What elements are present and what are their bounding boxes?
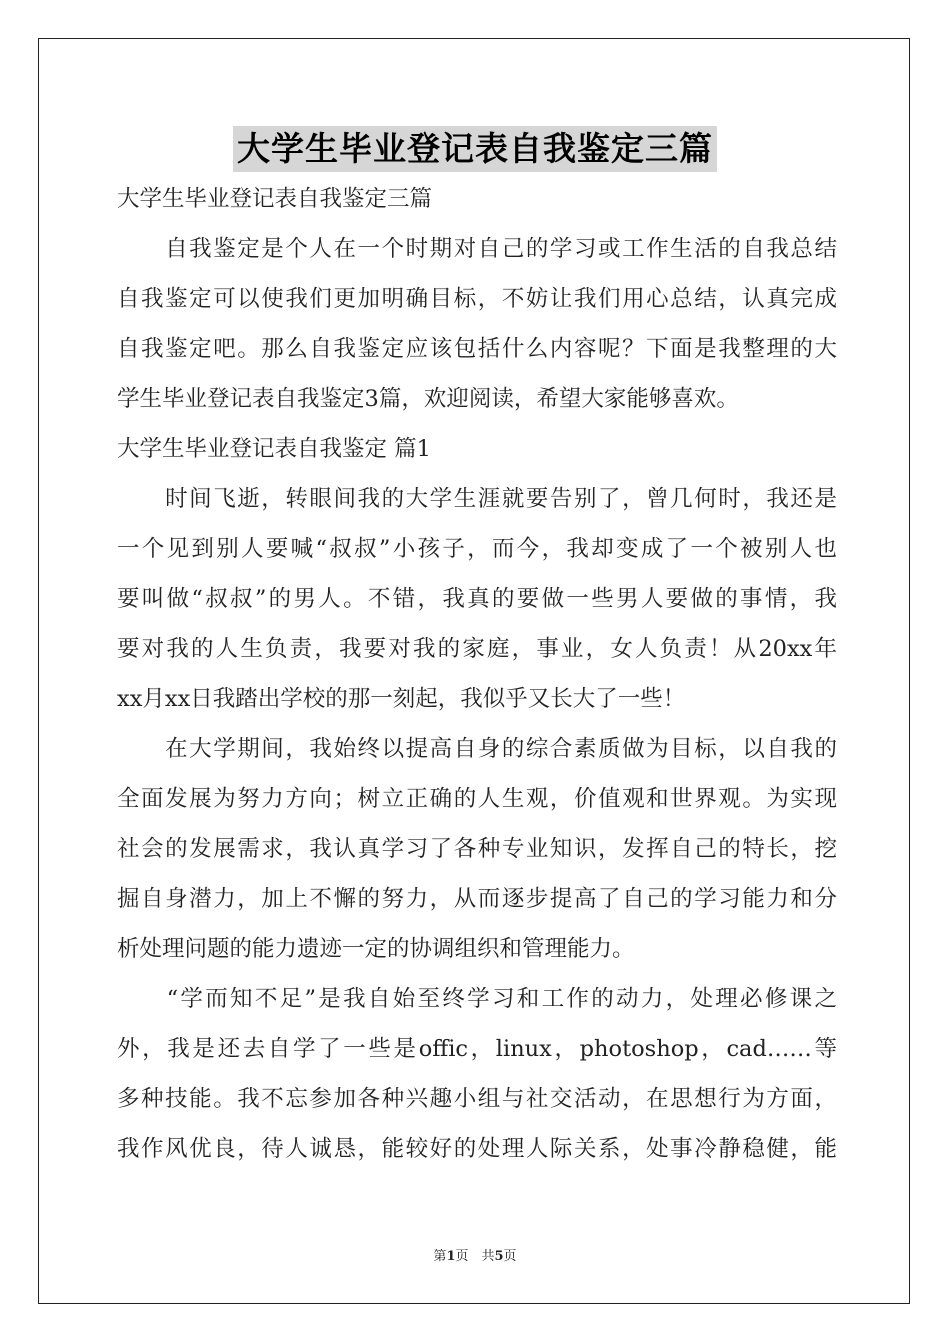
paragraph-line: 在大学期间，我始终以提高自身的综合素质做为目标，以自我的	[117, 736, 837, 762]
subtitle-line: 大学生毕业登记表自我鉴定三篇	[117, 186, 433, 212]
paragraph-line: 析处理问题的能力遗迹一定的协调组织和管理能力。	[117, 936, 635, 962]
page-suffix: 页	[503, 1249, 517, 1264]
paragraph-line: 学生毕业登记表自我鉴定3篇，欢迎阅读，希望大家能够喜欢。	[117, 386, 739, 412]
total-page-number: 5	[494, 1249, 504, 1264]
paragraph-line: 我作风优良，待人诚恳，能较好的处理人际关系，处事冷静稳健，能	[117, 1136, 837, 1162]
paragraph-line: 外，我是还去自学了一些是offic，linux，photoshop，cad……等	[117, 1036, 837, 1062]
page-prefix: 第	[433, 1249, 447, 1264]
page-border	[38, 38, 910, 1304]
paragraph-line: 自我鉴定可以使我们更加明确目标，不妨让我们用心总结，认真完成	[117, 286, 837, 312]
paragraph-line: 多种技能。我不忘参加各种兴趣小组与社交活动，在思想行为方面，	[117, 1086, 837, 1112]
section-heading: 大学生毕业登记表自我鉴定 篇1	[117, 436, 431, 462]
paragraph-line: 要对我的人生负责，我要对我的家庭，事业，女人负责！从20xx年	[117, 636, 837, 662]
paragraph-line: xx月xx日我踏出学校的那一刻起，我似乎又长大了一些！	[117, 686, 686, 712]
paragraph-line: 要叫做“叔叔”的男人。不错，我真的要做一些男人要做的事情，我	[117, 586, 837, 612]
paragraph-line: 社会的发展需求，我认真学习了各种专业知识，发挥自己的特长，挖	[117, 836, 837, 862]
paragraph-line: 掘自身潜力，加上不懈的努力，从而逐步提高了自己的学习能力和分	[117, 886, 837, 912]
paragraph-line: 全面发展为努力方向；树立正确的人生观，价值观和世界观。为实现	[117, 786, 837, 812]
page-footer	[0, 1245, 950, 1264]
paragraph-line: 自我鉴定吧。那么自我鉴定应该包括什么内容呢？下面是我整理的大	[117, 336, 837, 362]
title-container	[0, 126, 950, 172]
paragraph-line: 自我鉴定是个人在一个时期对自己的学习或工作生活的自我总结	[117, 236, 837, 262]
document-title: 大学生毕业登记表自我鉴定三篇	[233, 126, 717, 172]
page-mid: 页 共	[455, 1249, 495, 1264]
paragraph-line: 时间飞逝，转眼间我的大学生涯就要告别了，曾几何时，我还是	[117, 486, 837, 512]
current-page-number: 1	[446, 1249, 456, 1264]
paragraph-line: “学而知不足”是我自始至终学习和工作的动力，处理必修课之	[117, 986, 837, 1012]
paragraph-line: 一个见到别人要喊“叔叔”小孩子，而今，我却变成了一个被别人也	[117, 536, 837, 562]
